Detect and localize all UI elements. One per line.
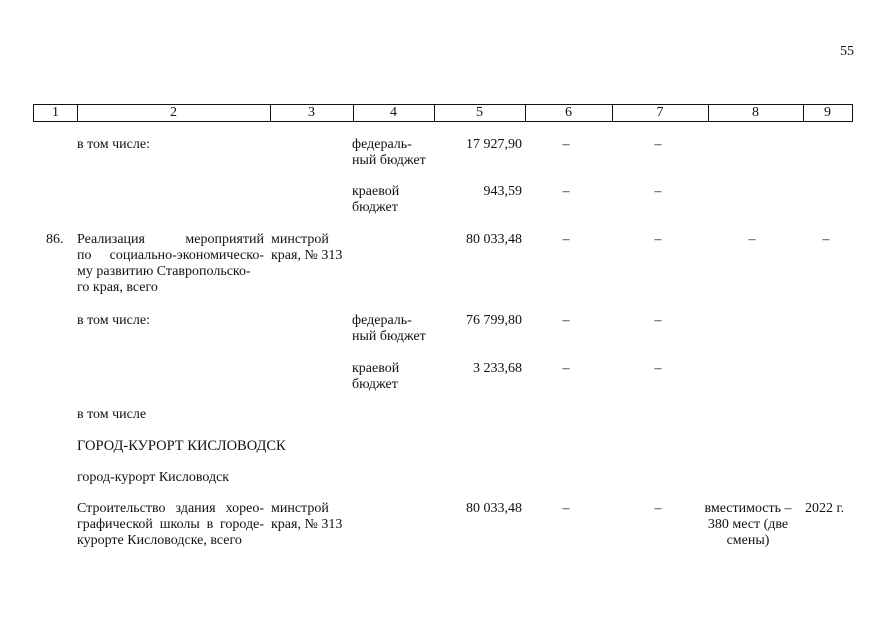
- capacity-note: вместимость –: [704, 501, 792, 516]
- amount-cell: 80 033,48: [466, 232, 522, 247]
- column-header-row: [33, 104, 853, 122]
- capacity-note: 380 мест (две: [707, 517, 789, 532]
- dash-cell: –: [562, 361, 570, 376]
- column-header-8: 8: [752, 105, 759, 120]
- item-name-line: го края, всего: [77, 280, 158, 295]
- column-header-3: 3: [308, 105, 315, 120]
- city-subheading: город-курорт Кисловодск: [77, 470, 230, 485]
- dash-cell: –: [562, 137, 570, 152]
- amount-cell: 943,59: [483, 184, 522, 199]
- column-header-4: 4: [390, 105, 397, 120]
- funding-source: федераль-: [352, 137, 412, 152]
- dash-cell: –: [562, 232, 570, 247]
- dash-cell: –: [654, 501, 662, 516]
- amount-cell: 3 233,68: [473, 361, 522, 376]
- dash-cell: –: [562, 501, 570, 516]
- column-header-2: 2: [170, 105, 177, 120]
- executor: края, № 313: [271, 248, 343, 263]
- dash-cell: –: [822, 232, 830, 247]
- capacity-note: смены): [726, 533, 770, 548]
- column-header-6: 6: [565, 105, 572, 120]
- funding-source: ный бюджет: [352, 153, 426, 168]
- section-subtitle: в том числе: [77, 407, 147, 422]
- item-name-line: му развитию Ставропольско-: [77, 264, 251, 279]
- item-name-line: курорте Кисловодске, всего: [77, 533, 242, 548]
- executor: минстрой: [271, 501, 329, 516]
- column-header-9: 9: [824, 105, 831, 120]
- dash-cell: –: [654, 361, 662, 376]
- funding-source: бюджет: [352, 377, 398, 392]
- dash-cell: –: [654, 184, 662, 199]
- dash-cell: –: [654, 137, 662, 152]
- page-number: 55: [840, 44, 854, 59]
- funding-source: краевой: [352, 184, 400, 199]
- city-heading: ГОРОД-КУРОРТ КИСЛОВОДСК: [77, 438, 286, 454]
- column-header-1: 1: [52, 105, 59, 120]
- column-header-5: 5: [476, 105, 483, 120]
- breakdown-label: в том числе:: [77, 137, 150, 152]
- completion-year: 2022 г.: [805, 501, 845, 516]
- breakdown-label: в том числе:: [77, 313, 150, 328]
- amount-cell: 76 799,80: [466, 313, 522, 328]
- dash-cell: –: [562, 313, 570, 328]
- dash-cell: –: [654, 232, 662, 247]
- item-name-line: Реализация мероприятий: [77, 232, 264, 247]
- funding-source: бюджет: [352, 200, 398, 215]
- executor: края, № 313: [271, 517, 343, 532]
- amount-cell: 17 927,90: [466, 137, 522, 152]
- funding-source: федераль-: [352, 313, 412, 328]
- item-name-line: графической школы в городе-: [77, 517, 264, 532]
- funding-source: краевой: [352, 361, 400, 376]
- dash-cell: –: [654, 313, 662, 328]
- funding-source: ный бюджет: [352, 329, 426, 344]
- amount-cell: 80 033,48: [466, 501, 522, 516]
- executor: минстрой: [271, 232, 329, 247]
- item-name-line: Строительство здания хорео-: [77, 501, 264, 516]
- dash-cell: –: [562, 184, 570, 199]
- item-number: 86.: [46, 232, 64, 247]
- dash-cell: –: [748, 232, 756, 247]
- column-header-7: 7: [656, 105, 664, 120]
- item-name-line: по социально-экономическо-: [77, 248, 264, 263]
